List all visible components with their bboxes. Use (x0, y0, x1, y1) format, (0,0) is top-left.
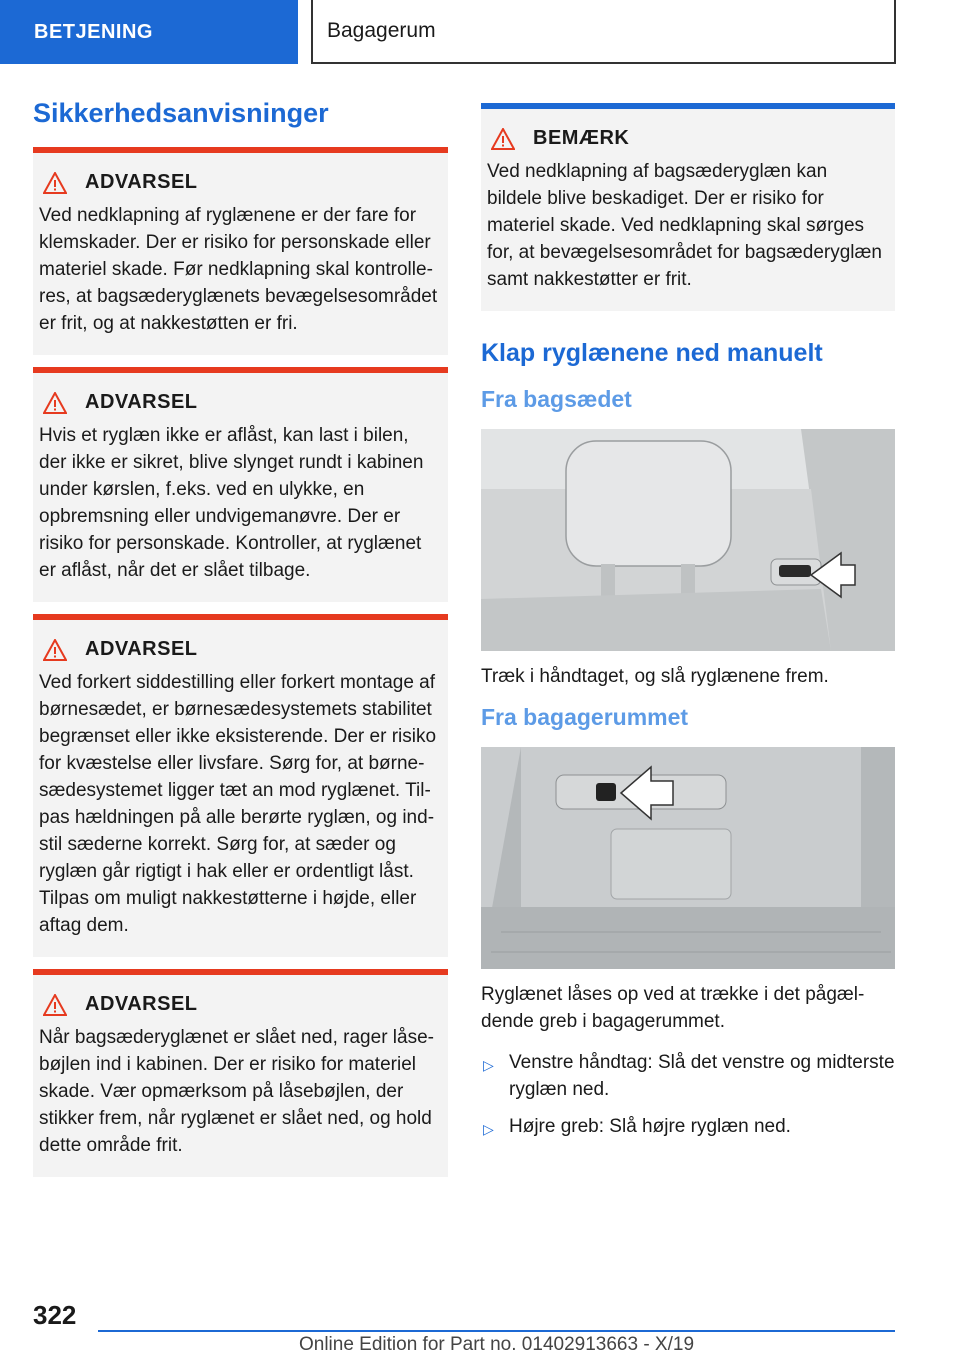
warning-label: ADVARSEL (85, 993, 198, 1015)
warning-header (39, 171, 440, 194)
warning-label: ADVARSEL (85, 638, 198, 660)
chapter-tab (311, 0, 896, 64)
edition-note: Online Edition for Part no. 01402913663 - X/19 (298, 1334, 695, 1355)
warning-label: ADVARSEL (85, 391, 198, 413)
warning-box (33, 969, 448, 1177)
warning-header (39, 993, 440, 1016)
rear-seat-heading: Fra bagsædet (481, 386, 632, 412)
list-item (481, 1049, 895, 1103)
warning-header (39, 638, 440, 661)
luggage-heading: Fra bagagerummet (481, 704, 689, 730)
right-column (481, 103, 895, 1150)
rear-seat-illustration (481, 429, 895, 651)
fold-down-heading: Klap ryglænene ned manuelt (481, 339, 823, 367)
warning-triangle-icon (43, 172, 67, 194)
safety-heading: Sikkerhedsanvisninger (33, 98, 329, 128)
note-label: BEMÆRK (533, 127, 630, 149)
luggage-illustration (481, 747, 895, 969)
page-number: 322 (33, 1300, 77, 1330)
list-item-text: Venstre håndtag: Slå det venstre og midterste ryglæn ned. (509, 1052, 895, 1100)
handle-list (481, 1049, 895, 1140)
luggage-caption: Ryglænet låses op ved at trække i det pågældende greb i bagagerummet. (481, 984, 865, 1032)
note-text: Ved nedklapning af bagsæderyglæn kan bildele blive beskadiget. Der er risiko for materiel skade. Ved nedklapning skal sørges for, at bevægelsesområdet for bagsæderyglæn samt nakkestøtter er frit. (487, 161, 882, 290)
warning-triangle-icon (43, 392, 67, 414)
warning-box (33, 614, 448, 957)
triangle-bullet-icon: ▷ (483, 1057, 494, 1073)
warning-triangle-icon (43, 994, 67, 1016)
warning-box (33, 367, 448, 602)
note-header (487, 127, 887, 150)
footer-divider (98, 1330, 895, 1332)
warning-text: Hvis et ryglæn ikke er aflåst, kan last i bilen, der ikke er sikret, blive slynget rundt i kabinen under kørslen, f.eks. ved en ulykke, en opbremsning eller undvigemanøvre. Der er risiko for personskade. Kontroller, at ryglænet er aflåst, når det er slået tilbage. (39, 425, 424, 581)
warning-text: Ved nedklapning af ryglænene er der fare for klemskader. Der er risiko for personskade eller materiel skade. Før nedklapning skal kontrolleres, at bagsæderyglænets bevægelsesområdet er frit, og at nakkestøtten er fri. (39, 205, 438, 334)
left-column (33, 98, 448, 1189)
note-box (481, 103, 895, 311)
warning-triangle-icon (491, 128, 515, 150)
list-item (481, 1113, 895, 1140)
warning-label: ADVARSEL (85, 171, 198, 193)
rear-seat-drawing (481, 429, 895, 651)
triangle-bullet-icon: ▷ (483, 1121, 494, 1137)
warning-header (39, 391, 440, 414)
warning-text: Når bagsæderyglænet er slået ned, rager låsebøjlen ind i kabinen. Der er risiko for materiel skade. Vær opmærksom på låsebøjlen, der stikker frem, når ryglænet er slået ned, og hold dette område frit. (39, 1027, 434, 1156)
warning-box (33, 147, 448, 355)
warning-triangle-icon (43, 639, 67, 661)
section-label: BETJENING (34, 20, 153, 43)
chapter-label: Bagagerum (327, 19, 436, 42)
luggage-drawing (481, 747, 895, 969)
list-item-text: Højre greb: Slå højre ryglæn ned. (509, 1116, 791, 1137)
section-tab (0, 0, 298, 64)
warning-text: Ved forkert siddestilling eller forkert montage af børnesædet, er børnesædesystemets stabilitet begrænset eller ikke eksisterende. Der er risiko for kvæstelse eller livsfare. Sørg for, at børnesædesystemet ligger tæt an mod ryglænet. Tilpas hældningen på alle berørte ryglæn, og indstil sæderne korrekt. Sørg for, at sæder og ryglæn går rigtigt i hak eller er ordentligt låst. Tilpas om muligt nakkestøtterne i højde, eller aftag dem. (39, 672, 437, 936)
rear-seat-caption: Træk i håndtaget, og slå ryglænene frem. (481, 666, 829, 687)
